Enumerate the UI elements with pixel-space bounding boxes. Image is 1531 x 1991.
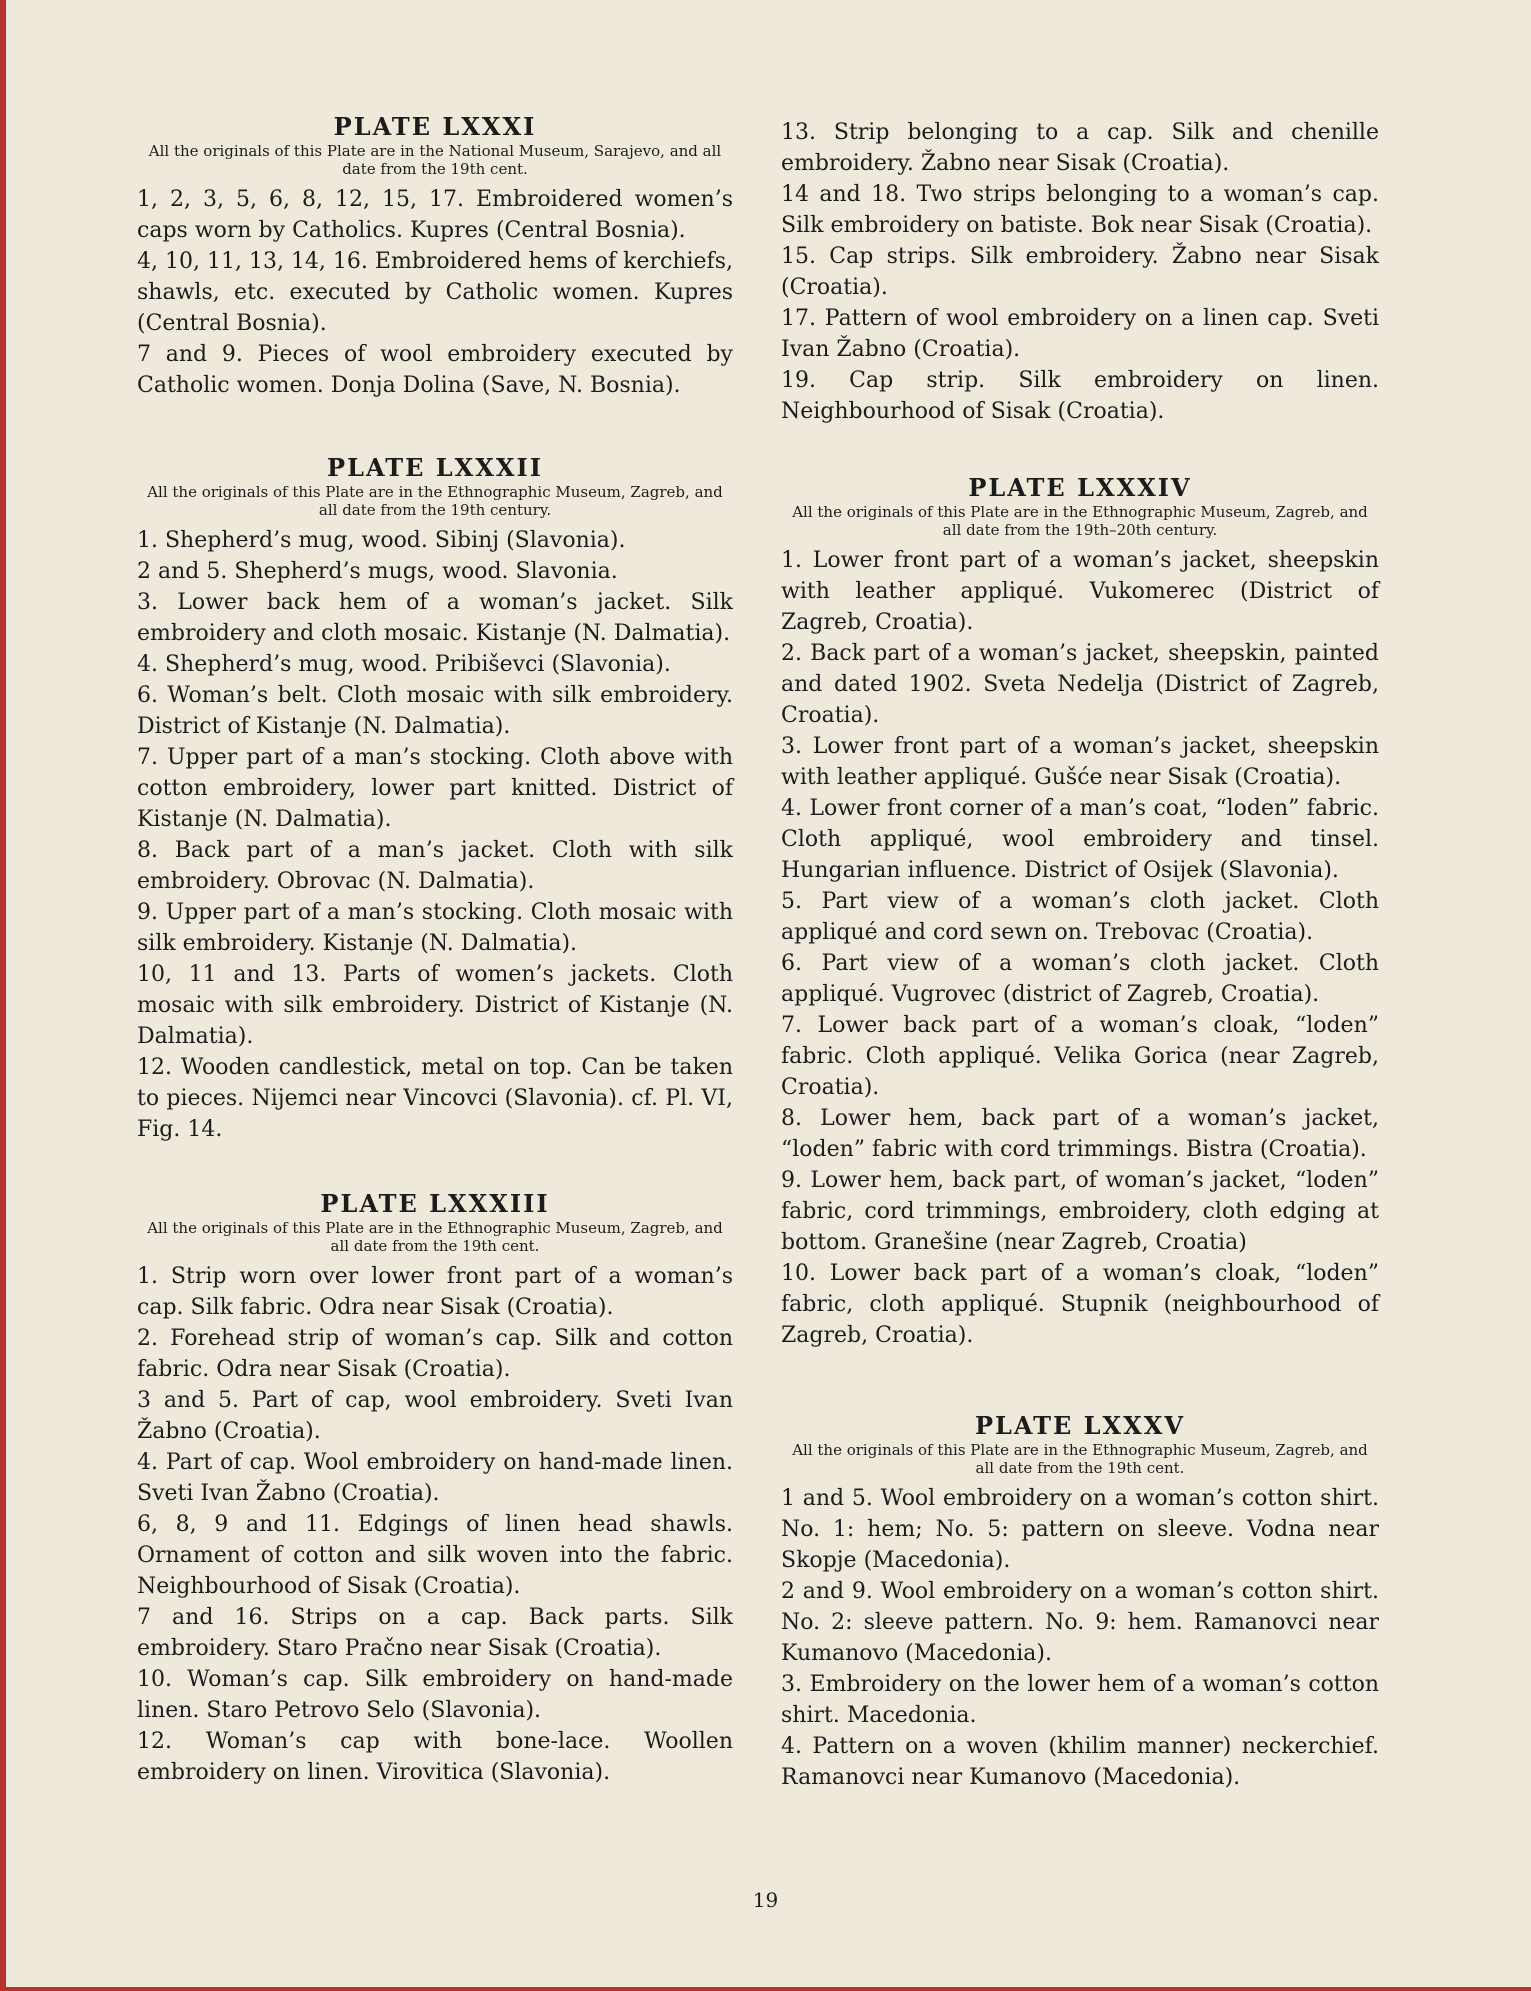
plate-entry: 5. Part view of a woman’s cloth jacket. Cloth appliqué and cord sewn on. Trebovac (Croatia). [781,889,1379,945]
plate-entry: 6, 8, 9 and 11. Edgings of linen head shawls. Ornament of cotton and silk woven into the fabric. Neighbourhood of Sisak (Croatia). [137,1512,733,1599]
plate-note: All the originals of this Plate are in the Ethnographic Museum, Zagreb, and all date from the 19th–20th century. [792,503,1368,539]
plate-entry: 10, 11 and 13. Parts of women’s jackets. Cloth mosaic with silk embroidery. District of Kistanje (N. Dalmatia). [137,962,733,1049]
plate-note: All the originals of this Plate are in the National Museum, Sarajevo, and all date from the 19th cent. [148,142,722,178]
plate-entry: 6. Woman’s belt. Cloth mosaic with silk embroidery. District of Kistanje (N. Dalmatia). [137,683,733,739]
plate-entry: 3. Lower front part of a woman’s jacket, sheepskin with leather appliqué. Gušće near Sisak (Croatia). [781,734,1379,790]
plate-entry: 7. Upper part of a man’s stocking. Cloth above with cotton embroidery, lower part knitted. District of Kistanje (N. Dalmatia). [137,745,733,832]
plate-entry: 12. Wooden candlestick, metal on top. Can be taken to pieces. Nijemci near Vincovci (Slavonia). cf. Pl. VI, Fig. 14. [137,1055,733,1142]
plate-entry: 2 and 9. Wool embroidery on a woman’s cotton shirt. No. 2: sleeve pattern. No. 9: hem. Ramanovci near Kumanovo (Macedonia). [781,1579,1379,1666]
plate-entry: 1. Lower front part of a woman’s jacket, sheepskin with leather appliqué. Vukomerec (District of Zagreb, Croatia). [781,548,1379,635]
plate-entry: 12. Woman’s cap with bone-lace. Woollen embroidery on linen. Virovitica (Slavonia). [137,1729,733,1785]
plate-title: PLATE LXXXV [974,1411,1186,1440]
plate-note: All the originals of this Plate are in the Ethnographic Museum, Zagreb, and all date from the 19th cent. [147,1219,723,1255]
plate-entry: 6. Part view of a woman’s cloth jacket. Cloth appliqué. Vugrovec (district of Zagreb, Croatia). [781,951,1379,1007]
plate-entry: 19. Cap strip. Silk embroidery on linen. Neighbourhood of Sisak (Croatia). [781,368,1379,424]
page-number: 19 [752,1888,779,1912]
plate-note: All the originals of this Plate are in the Ethnographic Museum, Zagreb, and all date from the 19th century. [147,483,723,519]
plate-entry: 3 and 5. Part of cap, wool embroidery. Sveti Ivan Žabno (Croatia). [137,1388,733,1444]
plate-entry: 10. Woman’s cap. Silk embroidery on hand-made linen. Staro Petrovo Selo (Slavonia). [137,1667,733,1723]
plate-entry: 9. Lower hem, back part, of woman’s jacket, “loden” fabric, cord trimmings, embroidery, cloth edging at bottom. Granešine (near Zagreb, Croatia) [781,1168,1379,1255]
plate-lxxxi [137,112,733,401]
right-column [781,117,1379,1793]
plate-entry: 2. Back part of a woman’s jacket, sheepskin, painted and dated 1902. Sveta Nedelja (District of Zagreb, Croatia). [781,641,1379,728]
left-column [137,112,733,1788]
plate-title: PLATE LXXXII [327,453,543,482]
plate-entry: 1. Shepherd’s mug, wood. Sibinj (Slavonia). [137,528,626,553]
page-edge-bottom [0,1987,1531,1991]
plate-entry: 14 and 18. Two strips belonging to a woman’s cap. Silk embroidery on batiste. Bok near Sisak (Croatia). [781,182,1379,238]
plate-entry: 8. Lower hem, back part of a woman’s jacket, “loden” fabric with cord trimmings. Bistra (Croatia). [781,1106,1379,1162]
plate-entry: 2 and 5. Shepherd’s mugs, wood. Slavonia. [137,559,618,584]
plate-entry: 9. Upper part of a man’s stocking. Cloth mosaic with silk embroidery. Kistanje (N. Dalmatia). [137,900,733,956]
plate-title: PLATE LXXXIII [320,1189,550,1218]
plate-entry: 2. Forehead strip of woman’s cap. Silk and cotton fabric. Odra near Sisak (Croatia). [137,1326,733,1382]
plate-entry: 17. Pattern of wool embroidery on a linen cap. Sveti Ivan Žabno (Croatia). [781,306,1379,362]
plate-entry: 4. Lower front corner of a man’s coat, “loden” fabric. Cloth appliqué, wool embroidery and tinsel. Hungarian influence. District of Osijek (Slavonia). [781,796,1379,883]
plate-entry: 1, 2, 3, 5, 6, 8, 12, 15, 17. Embroidered women’s caps worn by Catholics. Kupres (Central Bosnia). [137,187,733,243]
plate-entry: 8. Back part of a man’s jacket. Cloth with silk embroidery. Obrovac (N. Dalmatia). [137,838,733,894]
plate-note: All the originals of this Plate are in the Ethnographic Museum, Zagreb, and all date from the 19th cent. [792,1441,1368,1477]
plate-entry: 4. Pattern on a woven (khilim manner) neckerchief. Ramanovci near Kumanovo (Macedonia). [781,1734,1379,1790]
plate-entry: 7 and 16. Strips on a cap. Back parts. Silk embroidery. Staro Pračno near Sisak (Croatia). [137,1605,733,1661]
plate-lxxxii [137,453,733,1145]
plate-entry: 15. Cap strips. Silk embroidery. Žabno near Sisak (Croatia). [781,244,1379,300]
plate-entry: 1 and 5. Wool embroidery on a woman’s cotton shirt. No. 1: hem; No. 5: pattern on sleeve. Vodna near Skopje (Macedonia). [781,1486,1379,1573]
plate-entry: 4, 10, 11, 13, 14, 16. Embroidered hems of kerchiefs, shawls, etc. executed by Catholic women. Kupres (Central Bosnia). [137,249,733,336]
plate-entry: 13. Strip belonging to a cap. Silk and chenille embroidery. Žabno near Sisak (Croatia). [781,120,1379,176]
plate-entry: 1. Strip worn over lower front part of a woman’s cap. Silk fabric. Odra near Sisak (Croatia). [137,1264,733,1320]
plate-entry: 4. Part of cap. Wool embroidery on hand-made linen. Sveti Ivan Žabno (Croatia). [137,1450,733,1506]
plate-entry: 3. Lower back hem of a woman’s jacket. Silk embroidery and cloth mosaic. Kistanje (N. Dalmatia). [137,590,733,646]
plate-entry: 7. Lower back part of a woman’s cloak, “loden” fabric. Cloth appliqué. Velika Gorica (near Zagreb, Croatia). [781,1013,1379,1100]
plate-entry: 7 and 9. Pieces of wool embroidery executed by Catholic women. Donja Dolina (Save, N. Bosnia). [137,342,733,398]
plate-title: PLATE LXXXIV [968,473,1192,502]
plate-lxxxiv [781,473,1379,1351]
plate-title: PLATE LXXXI [333,112,537,141]
plate-lxxxiii-continued [781,117,1379,427]
plate-entry: 4. Shepherd’s mug, wood. Pribiševci (Slavonia). [137,652,671,677]
plate-entry: 10. Lower back part of a woman’s cloak, “loden” fabric, cloth appliqué. Stupnik (neighbourhood of Zagreb, Croatia). [781,1261,1379,1348]
plate-lxxxiii [137,1189,733,1788]
plate-entry: 3. Embroidery on the lower hem of a woman’s cotton shirt. Macedonia. [781,1672,1379,1728]
plate-lxxxv [781,1411,1379,1793]
page-edge-left [0,0,6,1991]
